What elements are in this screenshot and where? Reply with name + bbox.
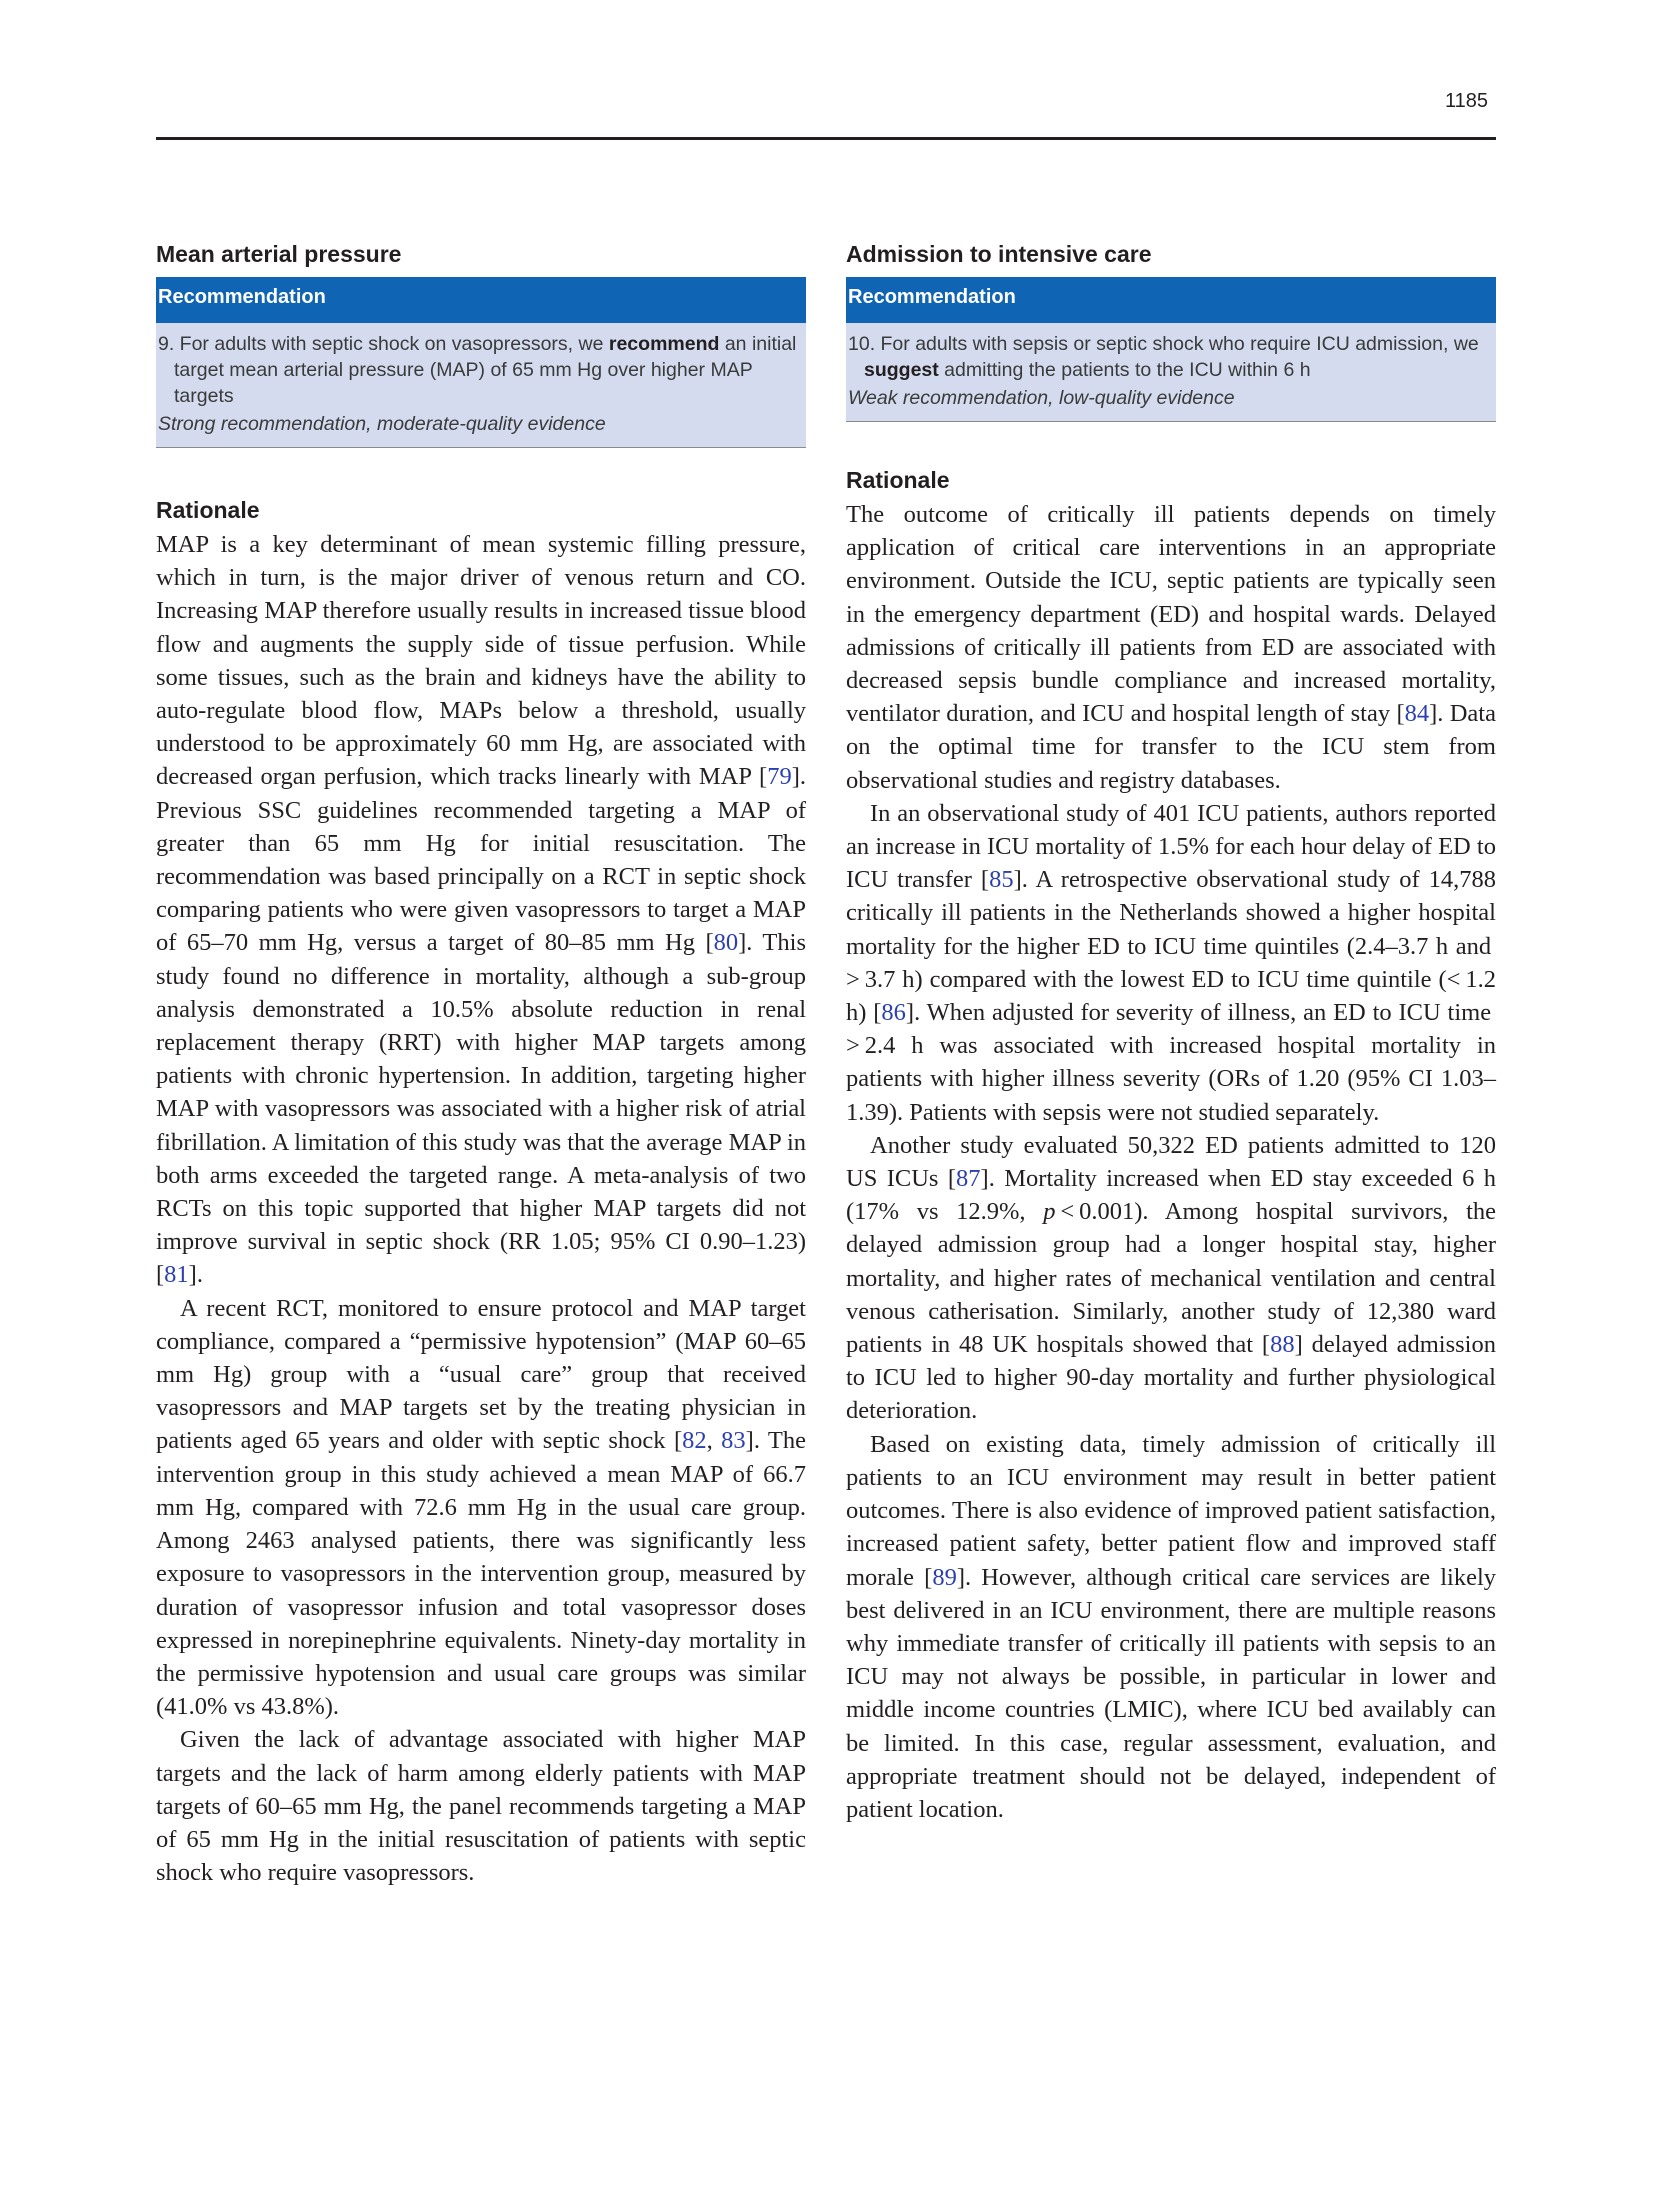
citation-link[interactable]: 86	[881, 999, 906, 1027]
paragraph-text: ]. However, although critical care services are likely best delivered in an ICU environment, there are multiple reasons why immediate transfer of critically ill patients with sepsis to an ICU may not always be possible, in particular in lower and middle income countries (LMIC), where ICU bed availably can be limited. In this case, regular assessment, evaluation, and appropriate treatment should not be delayed, independent of patient location.	[846, 1563, 1497, 1823]
recommendation-text	[158, 331, 806, 409]
paragraph-text: < 0.001). Among hospital survivors, the delayed admission group had a longer hospital stay, higher mortality, and higher rates of mechanical ventilation and central venous catherisation. Similarly, another study of 12,380 ward patients in 48 UK hospitals showed that [	[846, 1198, 1497, 1359]
citation-link[interactable]: 79	[767, 763, 792, 791]
paragraph-text: ]. The intervention group in this study achieved a mean MAP of 66.7 mm Hg, compared with 72.6 mm Hg in the usual care group. Among 2463 analysed patients, there was significantly less exposure to vasopressors in the intervention group, measured by duration of vasopressor infusion and total vasopressor doses expressed in norepinephrine equivalents. Ninety-day mortality in the permissive hypotension and usual care groups was similar (41.0% vs 43.8%).	[156, 1427, 807, 1721]
recommendation-text-start: 9. For adults with septic shock on vasopressors, we	[158, 333, 609, 355]
citation-link[interactable]: 89	[932, 1563, 957, 1591]
recommendation-keyword: recommend	[608, 333, 720, 355]
citation-link[interactable]: 83	[721, 1427, 746, 1455]
italic-symbol: p	[1043, 1198, 1056, 1226]
body-paragraph	[156, 1723, 806, 1889]
right-column	[846, 238, 1496, 1826]
citation-link[interactable]: 81	[164, 1261, 189, 1289]
paragraph-text: ,	[706, 1427, 722, 1455]
section-heading: Admission to intensive care	[846, 241, 1152, 267]
body-paragraph	[846, 797, 1496, 1129]
recommendation-box	[846, 277, 1496, 422]
recommendation-body	[156, 323, 806, 447]
body-paragraph	[846, 498, 1496, 797]
paragraph-text: Based on existing data, timely admission of critically ill patients to an ICU environment may result in better patient outcomes. There is also evidence of improved patient satisfaction, increased patient safety, better patient flow and improved staff morale [	[846, 1430, 1496, 1591]
paragraph-text: ]. A retrospective observational study of 14,788 critically ill patients in the Netherlands showed a higher hospital mortality for the higher ED to ICU time quintiles (2.4–3.7 h and > 3.7 h) compared with the lowest ED to ICU time quintile (< 1.2 h) [	[846, 866, 1497, 1027]
recommendation-text-start: 10. For adults with sepsis or septic shock who require ICU admission, we	[848, 333, 1479, 355]
header-rule	[156, 137, 1496, 140]
paragraph-text: ]. This study found no difference in mortality, although a sub-group analysis demonstrated a 10.5% absolute reduction in renal replacement therapy (RRT) with higher MAP targets among patients with chronic hypertension. In addition, targeting higher MAP with vasopressors was associated with a higher risk of atrial fibrillation. A limitation of this study was that the average MAP in both arms exceeded the targeted range. A meta-analysis of two RCTs on this topic supported that higher MAP targets did not improve survival in septic shock (RR 1.05; 95% CI 0.90–1.23) [	[156, 929, 806, 1289]
citation-link[interactable]: 84	[1404, 700, 1430, 728]
paragraph-text: Another study evaluated 50,322 ED patients admitted to 120 US ICUs [	[846, 1131, 1496, 1193]
recommendation-strength: Weak recommendation, low-quality evidence	[848, 387, 1235, 409]
citation-link[interactable]: 82	[682, 1427, 707, 1455]
paragraph-text: The outcome of critically ill patients depends on timely application of critical care interventions in an appropriate environment. Outside the ICU, septic patients are typically seen in the emergency department (ED) and hospital wards. Delayed admissions of critically ill patients from ED are associated with decreased sepsis bundle compliance and increased mortality, ventilator duration, and ICU and hospital length of stay [	[846, 501, 1496, 728]
body-paragraph	[156, 528, 806, 1292]
paragraph-text: MAP is a key determinant of mean systemic filling pressure, which in turn, is the major driver of venous return and CO. Increasing MAP therefore usually results in increased tissue blood flow and augments the supply side of tissue perfusion. While some tissues, such as the brain and kidneys have the ability to auto-regulate blood flow, MAPs below a threshold, usually understood to be approximately 60 mm Hg, are associated with decreased organ perfusion, which tracks linearly with MAP [	[156, 531, 806, 791]
rationale-heading: Rationale	[846, 467, 950, 493]
recommendation-text-end: an initial target mean arterial pressure (MAP) of 65 mm Hg over higher MAP targets	[174, 333, 797, 407]
body-paragraph	[156, 1292, 806, 1724]
rationale-text	[846, 498, 1496, 1826]
paragraph-text: ]. Previous SSC guidelines recommended targeting a MAP of greater than 65 mm Hg for initial resuscitation. The recommendation was based principally on a RCT in septic shock comparing patients who were given vasopressors to target a MAP of 65–70 mm Hg, versus a target of 80–85 mm Hg [	[156, 763, 806, 957]
paragraph-text: A recent RCT, monitored to ensure protocol and MAP target compliance, compared a “permissive hypotension” (MAP 60–65 mm Hg) group with a “usual care” group that received vasopressors and MAP targets set by the treating physician in patients aged 65 years and older with septic shock [	[156, 1294, 806, 1455]
paragraph-text: ]. When adjusted for severity of illness, an ED to ICU time > 2.4 h was associated with increased hospital mortality in patients with higher illness severity (ORs of 1.20 (95% CI 1.03–1.39). Patients with sepsis were not studied separately.	[846, 999, 1496, 1126]
recommendation-text	[848, 331, 1496, 383]
paragraph-text: In an observational study of 401 ICU patients, authors reported an increase in ICU mortality of 1.5% for each hour delay of ED to ICU transfer [	[846, 799, 1496, 894]
paragraph-text: ].	[188, 1261, 203, 1289]
recommendation-text-end: admitting the patients to the ICU within 6 h	[938, 359, 1311, 381]
body-paragraph	[846, 1129, 1496, 1428]
section-heading: Mean arterial pressure	[156, 241, 402, 267]
recommendation-box	[156, 277, 806, 448]
body-paragraph	[846, 1428, 1496, 1826]
rationale-heading: Rationale	[156, 497, 260, 523]
recommendation-header: Recommendation	[156, 277, 806, 323]
paragraph-text: ]. Mortality increased when ED stay exceeded 6 h (17% vs 12.9%,	[846, 1165, 1496, 1226]
paragraph-text: ] delayed admission to ICU led to higher 90-day mortality and further physiological deterioration.	[846, 1331, 1496, 1425]
recommendation-strength: Strong recommendation, moderate-quality evidence	[158, 413, 606, 435]
citation-link[interactable]: 80	[713, 929, 739, 957]
page-number: 1185	[1444, 90, 1488, 112]
recommendation-keyword: suggest	[864, 359, 939, 381]
paragraph-text: ]. Data on the optimal time for transfer to the ICU stem from observational studies and registry databases.	[846, 700, 1496, 794]
paragraph-text: Given the lack of advantage associated with higher MAP targets and the lack of harm among elderly patients with MAP targets of 60–65 mm Hg, the panel recommends targeting a MAP of 65 mm Hg in the initial resuscitation of patients with septic shock who require vasopressors.	[156, 1726, 806, 1887]
citation-link[interactable]: 87	[956, 1165, 981, 1193]
recommendation-body	[846, 323, 1496, 421]
recommendation-header: Recommendation	[846, 277, 1496, 323]
citation-link[interactable]: 85	[989, 866, 1014, 894]
citation-link[interactable]: 88	[1270, 1331, 1295, 1359]
left-column	[156, 238, 806, 1889]
rationale-text	[156, 528, 806, 1889]
